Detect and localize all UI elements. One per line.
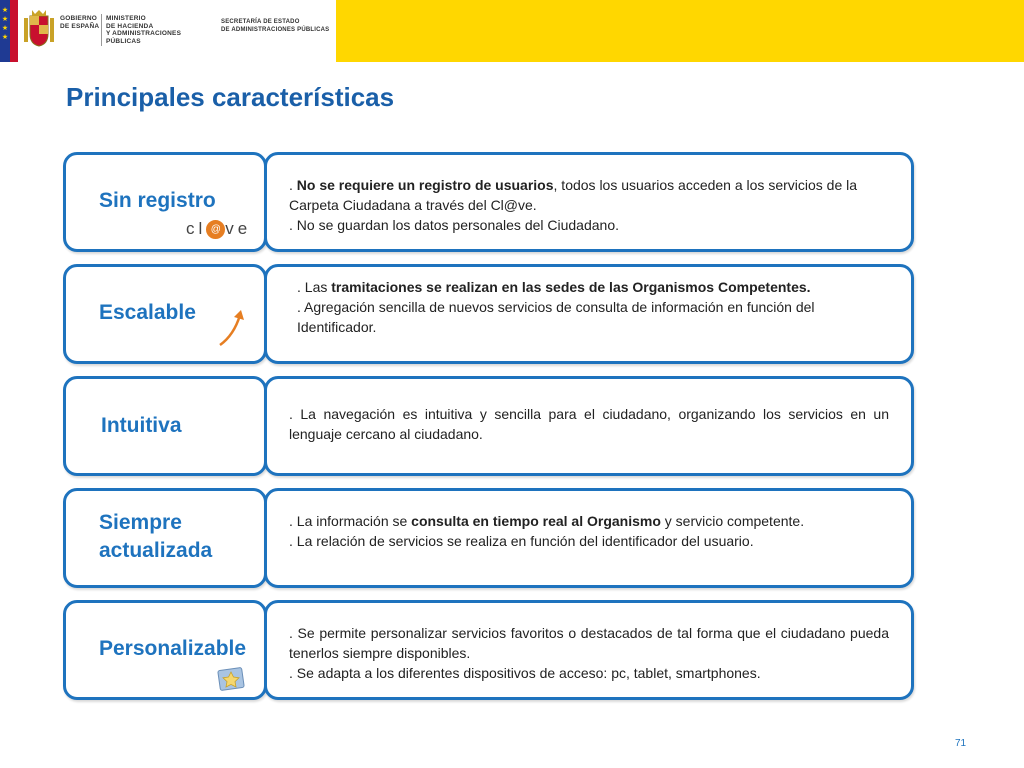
feature-label-box [63, 600, 267, 700]
secretariat-name [221, 19, 336, 34]
page-title: Principales características [66, 82, 395, 112]
feature-label-box [63, 488, 267, 588]
clave-logo [186, 219, 251, 239]
feature-description [297, 277, 889, 337]
feature-row-sin-registro [63, 152, 914, 250]
gov-line-1: GOBIERNO [60, 15, 97, 22]
favorite-star-card-icon [216, 665, 248, 693]
ministry-name [106, 15, 214, 45]
text-segment: . Agregación sencilla de nuevos servicios de consulta de información en función del Identificador. [297, 299, 815, 335]
ministry-line-1: MINISTERIO [106, 15, 146, 22]
feature-description-box [264, 264, 914, 364]
page-number: 71 [955, 738, 967, 749]
feature-label [99, 509, 212, 565]
feature-description [289, 404, 889, 444]
text-segment: . Las [297, 279, 332, 295]
description-line [297, 277, 889, 297]
feature-description-box [264, 488, 914, 588]
description-line [289, 623, 889, 663]
coat-of-arms-icon [22, 8, 56, 48]
feature-label-box [63, 264, 267, 364]
feature-label-box [63, 152, 267, 252]
eu-stars-icon: ★ ★ ★ ★ [0, 0, 10, 62]
feature-description-box [264, 600, 914, 700]
feature-row-personalizable [63, 600, 914, 698]
feature-description [289, 511, 889, 551]
description-line [297, 297, 889, 337]
description-line [289, 663, 889, 683]
text-segment: . Se adapta a los diferentes dispositivos de acceso: pc, tablet, smartphones. [289, 665, 761, 681]
description-line [289, 215, 889, 235]
feature-row-intuitiva [63, 376, 914, 474]
feature-label: Escalable [99, 301, 196, 324]
government-name [60, 15, 100, 30]
top-banner [0, 0, 1024, 62]
feature-label-line-2: actualizada [99, 539, 213, 562]
clave-logo-text-left: cl [186, 219, 207, 238]
feature-description-box [264, 376, 914, 476]
text-segment: . La navegación es intuitiva y sencilla para el ciudadano, organizando los servicios en un lenguaje cercano al ciudadano. [289, 406, 889, 442]
feature-label-box [63, 376, 267, 476]
ministry-line-2: DE HACIENDA [106, 22, 154, 30]
description-line [289, 175, 889, 215]
header-divider [101, 14, 102, 46]
description-line [289, 531, 889, 551]
text-segment: . [289, 177, 297, 193]
growth-arrow-icon [216, 307, 248, 349]
secretariat-line-1: SECRETARÍA DE ESTADO [221, 19, 300, 25]
text-segment: y servicio competente. [660, 513, 805, 529]
bold-segment: consulta en tiempo real al Organismo [411, 513, 661, 529]
bold-segment: No se requiere un registro de usuarios [296, 177, 554, 193]
description-line [289, 511, 889, 531]
ministry-line-3: Y ADMINISTRACIONES PÚBLICAS [106, 30, 182, 45]
text-segment: . No se guardan los datos personales del Ciudadano. [289, 217, 619, 233]
feature-row-escalable [63, 264, 914, 362]
text-segment: . La información se [289, 513, 412, 529]
bold-segment: tramitaciones se realizan en las sedes de las Organismos Competentes. [331, 279, 811, 295]
feature-description [289, 175, 889, 235]
feature-description-box [264, 152, 914, 252]
feature-label: Intuitiva [101, 414, 182, 437]
secretariat-line-2: DE ADMINISTRACIONES PÚBLICAS [221, 26, 330, 33]
feature-label: Personalizable [99, 637, 247, 660]
feature-label-line-1: Siempre [99, 511, 182, 534]
text-segment: , todos los usuarios acceden a los servicios de la Carpeta Ciudadana a través del Cl@ve. [289, 177, 858, 213]
text-segment: . Se permite personalizar servicios favoritos o destacados de tal forma que el ciudadano pueda tenerlos siempre disponibles. [289, 625, 889, 661]
description-line [289, 404, 889, 444]
feature-label: Sin registro [99, 189, 216, 212]
gov-line-2: DE ESPAÑA [60, 22, 100, 30]
clave-logo-text-right: ve [225, 219, 252, 238]
clave-at-icon: @ [206, 220, 225, 239]
feature-row-siempre-actualizada [63, 488, 914, 586]
feature-description [289, 623, 889, 683]
text-segment: . La relación de servicios se realiza en función del identificador del usuario. [289, 533, 754, 549]
